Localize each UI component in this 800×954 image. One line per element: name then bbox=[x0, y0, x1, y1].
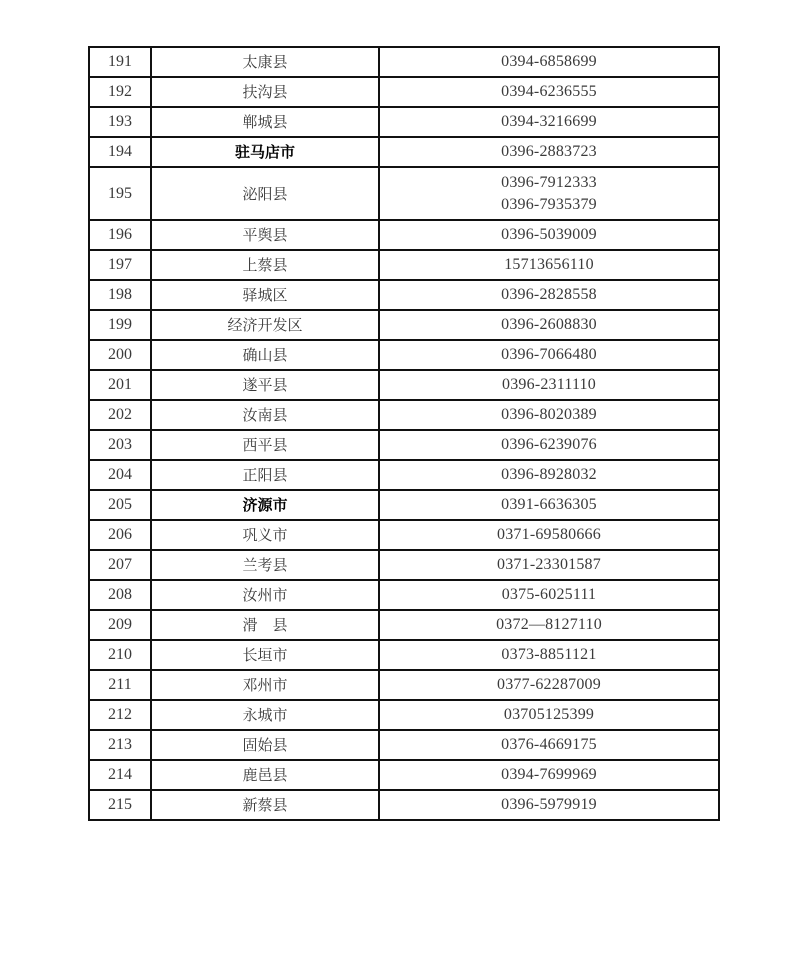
phone-number bbox=[379, 310, 719, 340]
table-row bbox=[89, 280, 719, 310]
phone-number bbox=[379, 610, 719, 640]
row-number: 202 bbox=[89, 400, 151, 430]
table-row bbox=[89, 460, 719, 490]
phone-number bbox=[379, 460, 719, 490]
table-row bbox=[89, 790, 719, 820]
phone-line: 03705125399 bbox=[503, 706, 595, 723]
table-row bbox=[89, 107, 719, 137]
region-name: 西平县 bbox=[151, 430, 379, 460]
phone-line: 0396-8928032 bbox=[501, 466, 597, 483]
row-number: 195 bbox=[89, 167, 151, 220]
phone-line: 0396-2883723 bbox=[501, 143, 597, 160]
row-number: 212 bbox=[89, 700, 151, 730]
table-body bbox=[89, 47, 719, 820]
phone-line: 15713656110 bbox=[504, 256, 594, 273]
phone-number bbox=[379, 250, 719, 280]
table-row bbox=[89, 760, 719, 790]
phone-line: 0376-4669175 bbox=[501, 736, 597, 753]
table-row bbox=[89, 610, 719, 640]
phone-number bbox=[379, 520, 719, 550]
region-name: 永城市 bbox=[151, 700, 379, 730]
row-number: 207 bbox=[89, 550, 151, 580]
phone-line: 0396-5039009 bbox=[501, 226, 597, 243]
region-name: 上蔡县 bbox=[151, 250, 379, 280]
phone-line: 0394-6236555 bbox=[501, 83, 597, 100]
phone-number bbox=[379, 730, 719, 760]
phone-line: 0396-2828558 bbox=[501, 286, 597, 303]
table-row bbox=[89, 730, 719, 760]
table-row bbox=[89, 250, 719, 280]
phone-line: 0371-69580666 bbox=[497, 526, 601, 543]
contact-table-container bbox=[88, 46, 720, 821]
table-row bbox=[89, 167, 719, 220]
row-number: 208 bbox=[89, 580, 151, 610]
table-row bbox=[89, 700, 719, 730]
phone-line: 0396-7935379 bbox=[501, 195, 597, 213]
phone-number bbox=[379, 550, 719, 580]
row-number: 210 bbox=[89, 640, 151, 670]
row-number: 213 bbox=[89, 730, 151, 760]
region-name: 驿城区 bbox=[151, 280, 379, 310]
table-row bbox=[89, 520, 719, 550]
row-number: 193 bbox=[89, 107, 151, 137]
region-name: 滑 县 bbox=[151, 610, 379, 640]
phone-line: 0391-6636305 bbox=[501, 496, 597, 513]
row-number: 201 bbox=[89, 370, 151, 400]
region-name: 汝南县 bbox=[151, 400, 379, 430]
phone-number bbox=[379, 490, 719, 520]
row-number: 205 bbox=[89, 490, 151, 520]
region-name: 确山县 bbox=[151, 340, 379, 370]
table-row-city bbox=[89, 490, 719, 520]
phone-line: 0373-8851121 bbox=[501, 646, 597, 663]
table-row bbox=[89, 370, 719, 400]
phone-number bbox=[379, 47, 719, 77]
phone-line: 0396-7912333 bbox=[501, 173, 597, 191]
table-row bbox=[89, 640, 719, 670]
phone-number bbox=[379, 167, 719, 220]
phone-line: 0396-6239076 bbox=[501, 436, 597, 453]
phone-number bbox=[379, 790, 719, 820]
table-row bbox=[89, 310, 719, 340]
phone-line: 0396-2608830 bbox=[501, 316, 597, 333]
phone-line: 0396-5979919 bbox=[501, 796, 597, 813]
row-number: 209 bbox=[89, 610, 151, 640]
row-number: 194 bbox=[89, 137, 151, 167]
phone-number bbox=[379, 760, 719, 790]
phone-line: 0394-7699969 bbox=[501, 766, 597, 783]
phone-line: 0396-8020389 bbox=[501, 406, 597, 423]
hotline-table bbox=[88, 46, 720, 821]
row-number: 192 bbox=[89, 77, 151, 107]
region-name: 扶沟县 bbox=[151, 77, 379, 107]
phone-number bbox=[379, 340, 719, 370]
region-name: 经济开发区 bbox=[151, 310, 379, 340]
phone-number bbox=[379, 580, 719, 610]
phone-line: 0377-62287009 bbox=[497, 676, 601, 693]
table-row bbox=[89, 670, 719, 700]
region-name: 鹿邑县 bbox=[151, 760, 379, 790]
phone-line: 0375-6025111 bbox=[501, 586, 597, 603]
table-row bbox=[89, 400, 719, 430]
region-name: 兰考县 bbox=[151, 550, 379, 580]
row-number: 199 bbox=[89, 310, 151, 340]
table-row bbox=[89, 220, 719, 250]
region-name: 邓州市 bbox=[151, 670, 379, 700]
phone-number bbox=[379, 400, 719, 430]
phone-number bbox=[379, 370, 719, 400]
region-name: 泌阳县 bbox=[151, 167, 379, 220]
row-number: 198 bbox=[89, 280, 151, 310]
row-number: 200 bbox=[89, 340, 151, 370]
region-name: 正阳县 bbox=[151, 460, 379, 490]
region-name: 巩义市 bbox=[151, 520, 379, 550]
row-number: 204 bbox=[89, 460, 151, 490]
table-row bbox=[89, 430, 719, 460]
phone-number bbox=[379, 107, 719, 137]
phone-number bbox=[379, 700, 719, 730]
phone-line: 0372—8127110 bbox=[496, 616, 602, 633]
row-number: 206 bbox=[89, 520, 151, 550]
table-row bbox=[89, 550, 719, 580]
region-name: 汝州市 bbox=[151, 580, 379, 610]
phone-number bbox=[379, 670, 719, 700]
table-row bbox=[89, 77, 719, 107]
phone-number bbox=[379, 430, 719, 460]
region-name: 新蔡县 bbox=[151, 790, 379, 820]
city-name: 驻马店市 bbox=[151, 137, 379, 167]
region-name: 郸城县 bbox=[151, 107, 379, 137]
city-name: 济源市 bbox=[151, 490, 379, 520]
row-number: 203 bbox=[89, 430, 151, 460]
phone-line: 0394-6858699 bbox=[501, 53, 597, 70]
phone-number bbox=[379, 137, 719, 167]
phone-number bbox=[379, 77, 719, 107]
table-row bbox=[89, 340, 719, 370]
region-name: 遂平县 bbox=[151, 370, 379, 400]
row-number: 197 bbox=[89, 250, 151, 280]
phone-number bbox=[379, 280, 719, 310]
region-name: 固始县 bbox=[151, 730, 379, 760]
region-name: 长垣市 bbox=[151, 640, 379, 670]
row-number: 211 bbox=[89, 670, 151, 700]
row-number: 196 bbox=[89, 220, 151, 250]
row-number: 214 bbox=[89, 760, 151, 790]
phone-line: 0371-23301587 bbox=[497, 556, 601, 573]
phone-number bbox=[379, 640, 719, 670]
phone-line: 0396-7066480 bbox=[501, 346, 597, 363]
row-number: 215 bbox=[89, 790, 151, 820]
row-number: 191 bbox=[89, 47, 151, 77]
table-row bbox=[89, 47, 719, 77]
region-name: 平舆县 bbox=[151, 220, 379, 250]
table-row bbox=[89, 580, 719, 610]
phone-line: 0396-2311110 bbox=[502, 376, 596, 393]
region-name: 太康县 bbox=[151, 47, 379, 77]
table-row-city bbox=[89, 137, 719, 167]
phone-line: 0394-3216699 bbox=[501, 113, 597, 130]
phone-number bbox=[379, 220, 719, 250]
